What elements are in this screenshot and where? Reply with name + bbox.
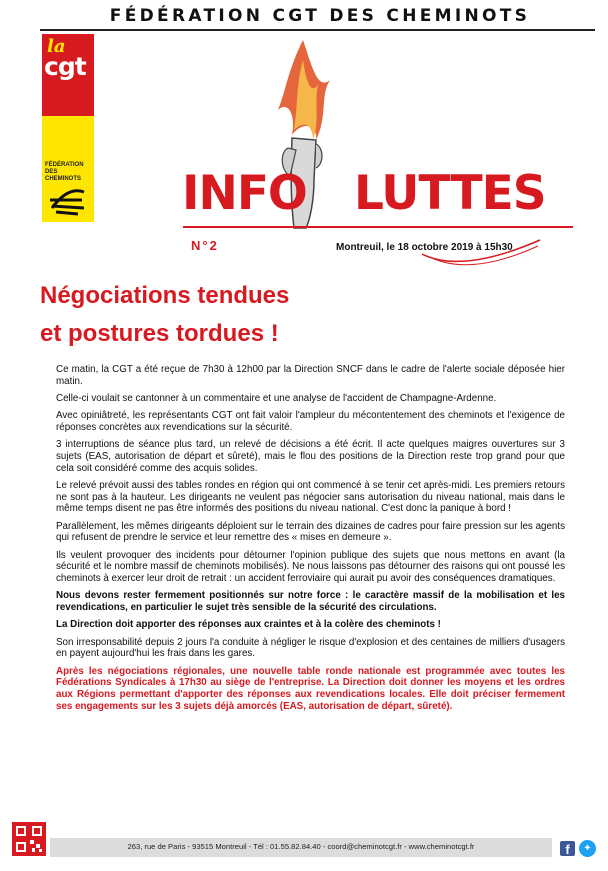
logo-federation-text — [45, 162, 93, 183]
headline-line1: Négociations tendues — [40, 282, 290, 309]
masthead-info: INFO — [182, 166, 307, 221]
logo-federation-line1: FÉDÉRATION — [45, 162, 84, 168]
paragraph: Ils veulent provoquer des incidents pour détourner l'opinion publique des sujets que nous mettons en avant (la sécurité et le nombre massif de cheminots mobilisés). Ne nous laissons pas détourner des raisons qui ont poussé les cheminots à exercer leur droit de retrait : un accident ferroviaire qui aurait pu avoir des conséquences dramatiques. — [56, 549, 565, 585]
twitter-icon[interactable]: ✦ — [579, 840, 596, 857]
paragraph: Le relevé prévoit aussi des tables rondes en région qui ont commencé à se tenir cet après-midi. Les premiers retours ne sont pas à la hauteur. Les dirigeants ne veulent pas négocier sans autorisation du niveau national, mais dans le même temps disent ne pas être informés des positions du niveau national. C'est donc la panique à bord ! — [56, 480, 565, 515]
paragraph: Celle-ci voulait se cantonner à un commentaire et une analyse de l'accident de Champagne-Ardenne. — [56, 393, 497, 404]
headline-line2: et postures tordues ! — [40, 320, 279, 347]
header-rule — [40, 29, 595, 31]
railway-emblem-icon — [48, 182, 88, 216]
issue-number: N°2 — [191, 238, 219, 253]
footer-address: 263, rue de Paris - 93515 Montreuil - Tél : 01.55.82.84.40 - coord@cheminotcgt.fr - www.cheminotcgt.fr — [127, 842, 475, 851]
footer-bar — [50, 838, 552, 857]
paragraph: Parallèlement, les mêmes dirigeants déploient sur le terrain des dizaines de cadres pour faire pression sur les agents qui refusent de prendre le service et leur remettre des « mises en demeure ». — [56, 520, 565, 544]
dateline: Montreuil, le 18 octobre 2019 à 15h30 — [336, 242, 513, 253]
paragraph-red: Après les négociations régionales, une nouvelle table ronde nationale est programmée avec toutes les Fédérations Syndicales à 17h30 au siège de l'entreprise. La Direction doit donner les moyens et les ordres aux Régions permettant d'apporter des réponses aux revendications locales. Elle doit préciser fermement ses engagements sur les 3 sujets déjà amorcés (EAS, autorisation de départ, sûreté). — [56, 665, 565, 712]
article-body — [56, 364, 565, 718]
logo-red-block — [42, 34, 94, 116]
paragraph-bold: La Direction doit apporter des réponses aux craintes et à la colère des cheminots ! — [56, 619, 441, 631]
cgt-logo — [42, 34, 94, 222]
paragraph: Son irresponsabilité depuis 2 jours l'a conduite à négliger le risque d'explosion et des centaines de milliers d'usagers en payent aujourd'hui les frais dans les gares. — [56, 636, 565, 660]
facebook-icon[interactable]: f — [560, 841, 575, 856]
federation-title: FÉDÉRATION CGT DES CHEMINOTS — [109, 6, 531, 26]
logo-federation-line2: DES CHEMINOTS — [45, 169, 81, 182]
qr-code-icon[interactable] — [12, 822, 46, 856]
page-headline — [40, 277, 460, 353]
masthead-rule — [183, 226, 573, 228]
masthead-luttes: LUTTES — [354, 166, 546, 221]
red-swoosh-decoration — [422, 234, 542, 274]
paragraph: Ce matin, la CGT a été reçue de 7h30 à 12h00 par la Direction SNCF dans le cadre de l'alerte sociale déposée hier matin. — [56, 364, 565, 387]
logo-la-text: la — [47, 36, 66, 57]
paragraph: 3 interruptions de séance plus tard, un relevé de décisions a été écrit. Il acte quelques maigres ouvertures sur 3 sujets (EAS, autorisation de départ et sûreté), mais le flou des positions de la Direction reste trop grand pour que cela soit considéré comme des acquis solides. — [56, 439, 565, 474]
logo-cgt-text: cgt — [44, 52, 86, 81]
paragraph-bold: Nous devons rester fermement positionnés sur notre force : le caractère massif de la mobilisation et les revendications, en particulier le sujet très sensible de la sécurité des circulations. — [56, 590, 565, 614]
paragraph: Avec opiniâtreté, les représentants CGT ont fait valoir l'ampleur du mécontentement des cheminots et l'exigence de réponses concrètes aux revendications sur la sécurité. — [56, 410, 565, 433]
